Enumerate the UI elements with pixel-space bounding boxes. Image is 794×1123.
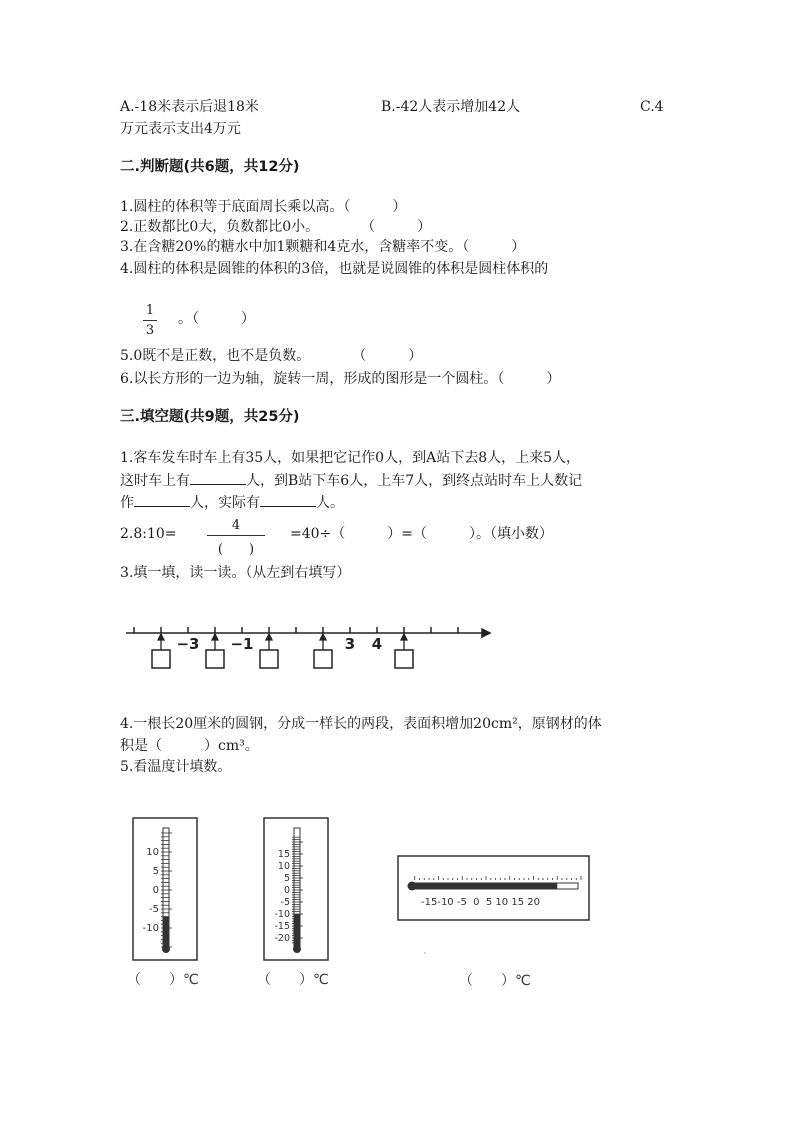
answer-box[interactable] — [260, 650, 278, 668]
judge-q1: 1.圆柱的体积等于底面周长乘以高。（ ） — [120, 199, 407, 215]
fraction-denominator: 3 — [145, 323, 155, 338]
fill-q1-line3-text-b: 人，实际有 — [190, 495, 260, 511]
thermometers-figure — [0, 810, 794, 1000]
tick-label: -10 — [274, 909, 290, 920]
answer-label-1: （ ）℃ — [127, 972, 199, 988]
fill-q1-line1: 1.客车发车时车上有35人，如果把它记作0人，到A站下去8人，上来5人， — [120, 450, 581, 466]
numberline-label-neg3: −3 — [176, 635, 200, 653]
choice-c-continued: 万元表示支出4万元 — [120, 121, 241, 137]
judge-q4-tail: 。（ ） — [178, 311, 255, 327]
fraction-bar — [143, 320, 157, 321]
fraction-denominator: ( ) — [217, 542, 255, 557]
speck-dot — [424, 952, 426, 954]
fill-q3: 3.填一填，读一读。（从左到右填写） — [120, 565, 351, 581]
judge-q5: 5.0既不是正数，也不是负数。 （ ） — [120, 348, 423, 364]
fill-q2-start: 2.8:10= — [120, 526, 177, 542]
tick-label: 15 — [277, 849, 290, 860]
thermometer-3 — [398, 856, 589, 920]
tick-label: 5 — [152, 866, 159, 877]
fill-q2-end: =40÷（ ）=（ ）。（填小数） — [290, 526, 554, 542]
fraction-numerator: 1 — [145, 303, 155, 318]
tick-label: -20 — [274, 933, 290, 944]
fill-q1-line3-text-a: 作 — [120, 495, 134, 511]
tick-label: -10 — [142, 923, 159, 934]
choice-b: B.-42人表示增加42人 — [381, 99, 521, 115]
answer-label-2: （ ）℃ — [257, 972, 329, 988]
fill-q1-line2 — [120, 470, 582, 491]
fraction-bar — [207, 535, 265, 536]
answer-blank[interactable] — [190, 470, 246, 485]
answer-blank[interactable] — [134, 492, 190, 507]
choice-c: C.4 — [640, 99, 664, 115]
numberline-label-4: 4 — [371, 635, 383, 653]
fill-q1-line2-text-b: 人，到B站下车6人，上车7人，到终点站时车上人数记 — [246, 473, 583, 489]
number-line-figure — [0, 620, 794, 700]
fill-q2-fraction — [207, 518, 265, 557]
numberline-label-neg1: −1 — [230, 635, 254, 653]
tick-label: -5 — [149, 904, 159, 915]
fill-q5: 5.看温度计填数。 — [120, 759, 232, 775]
thermometer-1 — [133, 818, 197, 960]
section3-heading: 三.填空题(共9题，共25分) — [120, 409, 300, 425]
tick-label: 0 — [283, 885, 290, 896]
numberline-label-3: 3 — [344, 635, 356, 653]
fraction-numerator: 4 — [231, 518, 241, 533]
tick-label: -5 — [280, 897, 290, 908]
tick-label: 5 — [283, 873, 290, 884]
fill-q1-line3 — [120, 492, 344, 513]
fraction-one-third — [143, 303, 157, 338]
fill-q4-line2: 积是（ ）cm³。 — [120, 738, 259, 754]
answer-blank[interactable] — [260, 492, 316, 507]
answer-box[interactable] — [314, 650, 332, 668]
tick-label: -15 — [274, 921, 290, 932]
fill-q1-line2-text-a: 这时车上有 — [120, 473, 190, 489]
judge-q6: 6.以长方形的一边为轴，旋转一周，形成的图形是一个圆柱。（ ） — [120, 371, 561, 387]
answer-box[interactable] — [152, 650, 170, 668]
answer-box[interactable] — [206, 650, 224, 668]
thermometer-2 — [264, 818, 328, 960]
judge-q3: 3.在含糖20%的糖水中加1颗糖和4克水，含糖率不变。（ ） — [120, 239, 526, 255]
judge-q2: 2.正数都比0大，负数都比0小。 （ ） — [120, 219, 432, 235]
judge-q4: 4.圆柱的体积是圆锥的体积的3倍，也就是说圆锥的体积是圆柱体积的 — [120, 261, 549, 277]
tick-label: 10 — [277, 861, 290, 872]
answer-label-3: （ ）℃ — [459, 973, 531, 989]
fill-q1-line3-text-c: 人。 — [316, 495, 344, 511]
choice-a: A.-18米表示后退18米 — [120, 99, 259, 115]
tick-label: 0 — [152, 885, 159, 896]
section2-heading: 二.判断题(共6题，共12分) — [120, 159, 300, 175]
answer-box[interactable] — [395, 650, 413, 668]
fill-q4-line1: 4.一根长20厘米的圆钢，分成一样长的两段，表面积增加20cm²，原钢材的体 — [120, 716, 602, 732]
tick-label: 10 — [146, 847, 159, 858]
tick-labels: -15-10 -5 0 5 10 15 20 — [421, 897, 540, 908]
mercury-column — [410, 884, 557, 889]
